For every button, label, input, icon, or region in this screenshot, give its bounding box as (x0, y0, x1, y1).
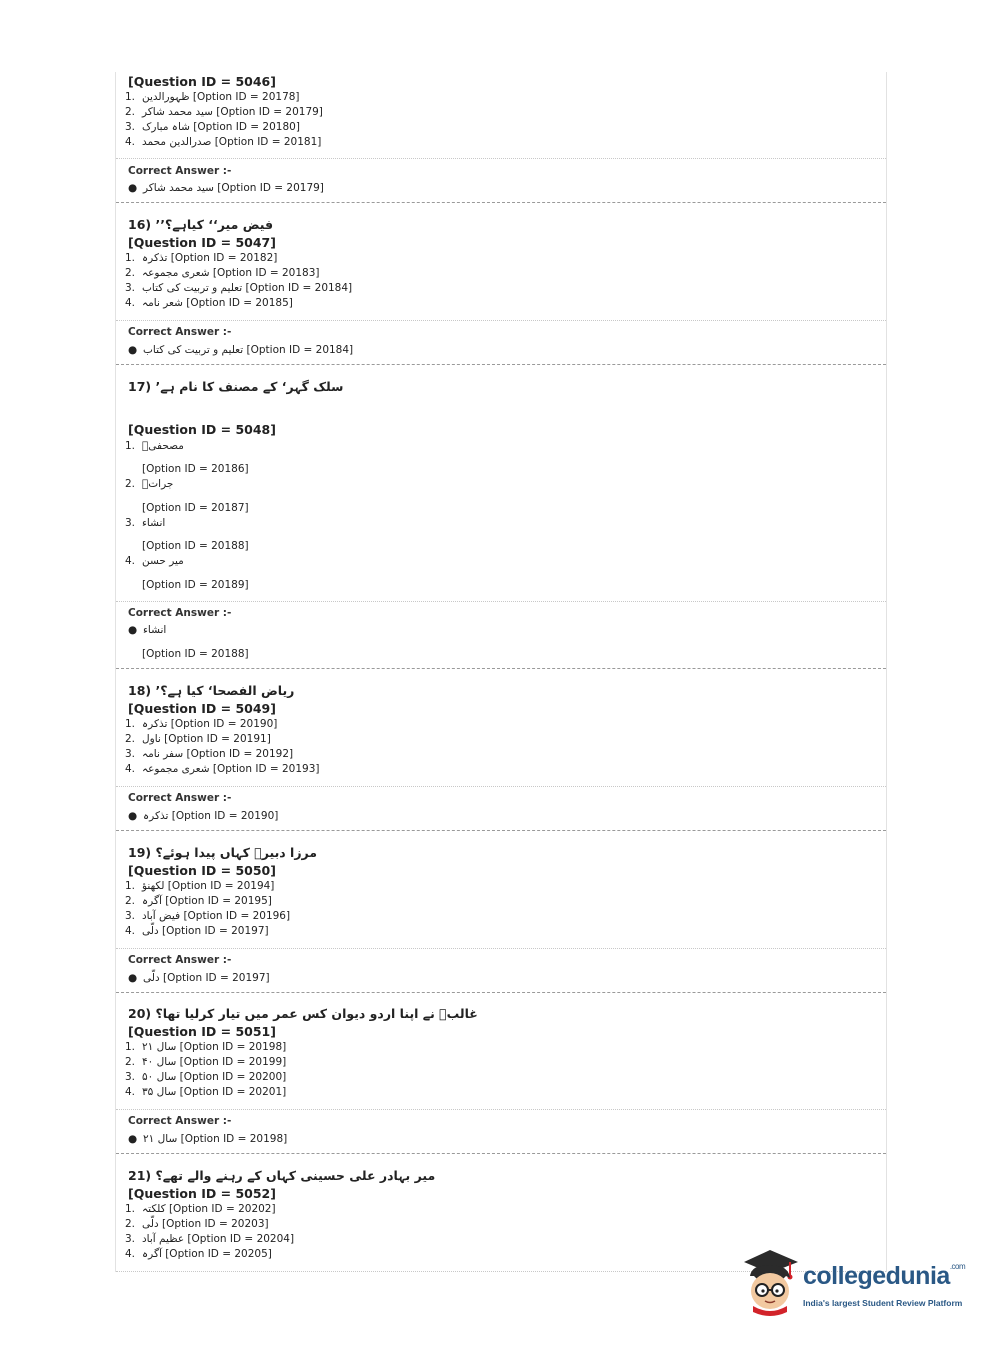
question-divider (116, 830, 886, 831)
divider (116, 786, 886, 787)
divider (116, 320, 886, 321)
logo-tagline: India's largest Student Review Platform (803, 1298, 963, 1308)
option-3: 3. انشاء (125, 517, 166, 529)
option-2: 2. آگرہ [Option ID = 20195] (125, 895, 272, 907)
question-id: [Question ID = 5052] (128, 1186, 276, 1201)
option-3: 3. شاہ مبارک [Option ID = 20180] (125, 121, 300, 133)
option-2: 2. ۴۰ سال [Option ID = 20199] (125, 1056, 287, 1068)
question-id: [Question ID = 5047] (128, 235, 276, 250)
correct-answer-label: Correct Answer :- (128, 1115, 232, 1127)
question-id: [Question ID = 5048] (128, 422, 276, 437)
question-id: [Question ID = 5050] (128, 863, 276, 878)
option-1: 1. کلکتہ [Option ID = 20202] (125, 1203, 276, 1215)
question-title: 18) ’ریاض الفصحا‘ کیا ہے؟ (128, 683, 295, 698)
option-3: 3. تعلیم و تربیت کی کتاب [Option ID = 20184] (125, 282, 353, 294)
question-title: 21) میر بہادر علی حسینی کہاں کے رہنے والے تھے؟ (128, 1168, 436, 1183)
correct-answer: ● ۲۱ سال [Option ID = 20198] (128, 1133, 288, 1145)
question-paper-page (115, 72, 887, 1272)
option-1: 1. تذکرہ [Option ID = 20182] (125, 252, 278, 264)
option-4: 4. آگرہ [Option ID = 20205] (125, 1248, 272, 1260)
question-id: [Question ID = 5051] (128, 1024, 276, 1039)
question-title: 17) ’سلک گہر‘ کے مصنف کا نام ہے (128, 379, 344, 394)
question-divider (116, 668, 886, 669)
option-2: 2. جراتؔ (125, 478, 174, 490)
option-4: 4. شعر نامہ [Option ID = 20185] (125, 297, 293, 309)
correct-answer-id: [Option ID = 20188] (142, 648, 249, 660)
option-1: 1. ظہورالدین [Option ID = 20178] (125, 91, 300, 103)
option-2-id: [Option ID = 20187] (142, 502, 249, 514)
correct-answer-label: Correct Answer :- (128, 326, 232, 338)
correct-answer-label: Correct Answer :- (128, 607, 232, 619)
question-divider (116, 364, 886, 365)
option-4: 4. شعری مجموعہ [Option ID = 20193] (125, 763, 320, 775)
option-2: 2. دلّی [Option ID = 20203] (125, 1218, 269, 1230)
option-2: 2. ناول [Option ID = 20191] (125, 733, 271, 745)
option-1-id: [Option ID = 20186] (142, 463, 249, 475)
option-1: 1. ۲۱ سال [Option ID = 20198] (125, 1041, 287, 1053)
collegedunia-logo[interactable] (740, 1246, 970, 1318)
option-3: 3. فیض آباد [Option ID = 20196] (125, 910, 291, 922)
option-3: 3. عظیم آباد [Option ID = 20204] (125, 1233, 295, 1245)
divider (116, 158, 886, 159)
option-2: 2. سید محمد شاکر [Option ID = 20179] (125, 106, 323, 118)
option-4: 4. میر حسن (125, 555, 184, 567)
option-1: 1. مصحفیؔ (125, 440, 184, 452)
question-divider (116, 202, 886, 203)
option-4: 4. ۳۵ سال [Option ID = 20201] (125, 1086, 287, 1098)
option-3: 3. سفر نامہ [Option ID = 20192] (125, 748, 294, 760)
divider (116, 601, 886, 602)
correct-answer: ● تذکرہ [Option ID = 20190] (128, 810, 279, 822)
question-title: 16) ’’فیض میر‘‘ کیاہے؟ (128, 217, 274, 232)
question-divider (116, 1153, 886, 1154)
divider (116, 948, 886, 949)
question-id: [Question ID = 5046] (128, 74, 276, 89)
correct-answer: ● سید محمد شاکر [Option ID = 20179] (128, 182, 324, 194)
correct-answer: ● دلّی [Option ID = 20197] (128, 972, 270, 984)
logo-wordmark: collegedunia$^{.com}$ (803, 1262, 966, 1290)
question-title: 20) غالبؔ نے اپنا اردو دیوان کس عمر میں تیار کرلیا تھا؟ (128, 1006, 478, 1021)
correct-answer-label: Correct Answer :- (128, 165, 232, 177)
correct-answer-label: Correct Answer :- (128, 792, 232, 804)
option-1: 1. تذکرہ [Option ID = 20190] (125, 718, 278, 730)
option-4: 4. صدرالدین محمد [Option ID = 20181] (125, 136, 322, 148)
question-title: 19) مرزا دبیرؔ کہاں پیدا ہوئے؟ (128, 845, 318, 860)
option-3: 3. ۵۰ سال [Option ID = 20200] (125, 1071, 287, 1083)
divider (116, 1109, 886, 1110)
question-divider (116, 992, 886, 993)
question-id: [Question ID = 5049] (128, 701, 276, 716)
correct-answer: ● تعلیم و تربیت کی کتاب [Option ID = 20184] (128, 344, 354, 356)
option-2: 2. شعری مجموعہ [Option ID = 20183] (125, 267, 320, 279)
option-4: 4. دلّی [Option ID = 20197] (125, 925, 269, 937)
option-1: 1. لکھنؤ [Option ID = 20194] (125, 880, 275, 892)
option-4-id: [Option ID = 20189] (142, 579, 249, 591)
correct-answer-label: Correct Answer :- (128, 954, 232, 966)
mascot-icon (740, 1246, 802, 1318)
option-3-id: [Option ID = 20188] (142, 540, 249, 552)
correct-answer: ● انشاء (128, 624, 167, 636)
